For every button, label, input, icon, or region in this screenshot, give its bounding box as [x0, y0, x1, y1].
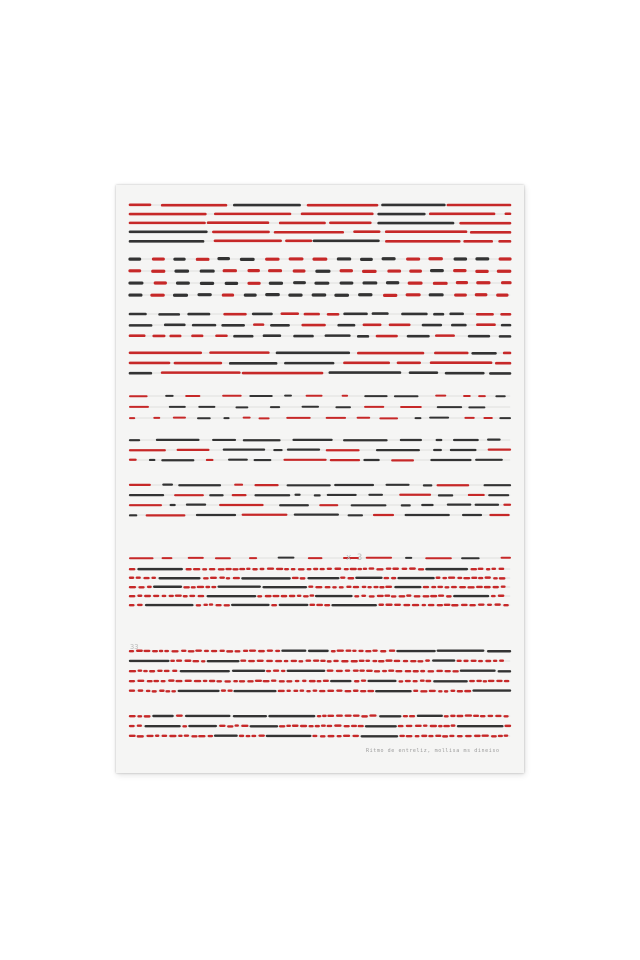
pencil-caption: Ritmo de entreliz, mollisa ms dineiso: [366, 748, 500, 754]
paper-sheet: [116, 185, 524, 773]
dash-score-drawing: [116, 185, 524, 773]
pencil-marker-33: 33: [130, 643, 139, 651]
pencil-marker-x3: x 3: [346, 553, 363, 563]
